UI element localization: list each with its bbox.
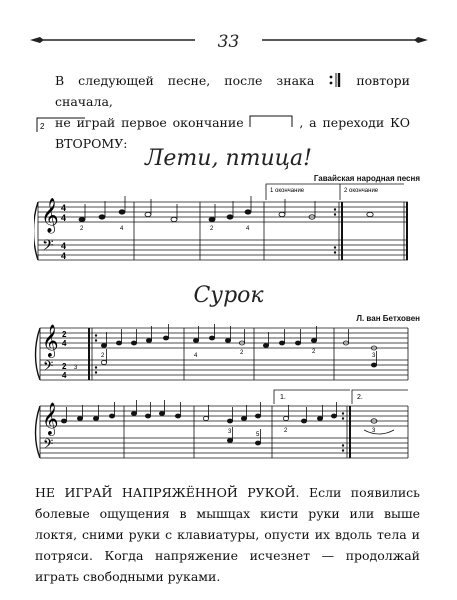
treble-clef-icon: 𝄞 [42,325,59,356]
time-signature-icon: 4 [61,241,67,251]
advice-paragraph: НЕ ИГРАЙ НАПРЯЖЁННОЙ РУКОЙ. Если появились болевые ощущения в мышцах кисти руки или выше локтя, сними руки с клавиатуры, опусти их вдоль тела и потряси. Когда напряжение исчезнет — продолжай играть свободными руками. [35,485,420,584]
repeat-sign-icon [328,72,342,86]
treble-clef-icon: 𝄞 [41,199,59,232]
time-signature-icon: 4 [62,371,67,380]
fingering: 5 [256,432,260,438]
score-song-1 [34,180,414,280]
fingering: 4 [246,226,250,232]
notes [101,324,376,367]
brace-icon [36,328,41,380]
time-signature-icon: 4 [61,251,67,261]
fingering: 4 [120,226,124,232]
time-signature-icon: 4 [61,203,67,213]
song-title: Лети, птица! [145,146,312,171]
time-signature-icon: 2 [62,330,67,339]
fingering: 3 [372,353,376,359]
slur-icon [364,430,394,434]
treble-clef-icon: 𝄞 [42,403,59,434]
song-credit: Гавайская народная песня [313,174,420,183]
intro-text: В следующей песне, после знака [55,73,315,88]
score-song-2 [34,320,414,470]
bar-lines [40,406,408,458]
fingering: 2 [284,428,288,434]
fingering: 4 [194,353,198,359]
fingering: 2 [80,226,84,232]
bass-staff [38,240,408,260]
page-number: 33 [217,32,240,52]
ending-brackets [274,390,408,404]
fingerings [80,226,250,232]
fingerings [228,428,376,438]
intro-paragraph [55,70,410,154]
treble-staff [40,328,408,348]
bass-staff [40,438,408,458]
intro-text: , а переходи КО ВТОРОМУ: [55,115,410,151]
fingering: 2 [210,226,214,232]
second-ending-bracket-icon [36,116,86,132]
song-title: Сурок [193,283,264,308]
bass-staff [40,360,408,380]
fingering: 2 [240,350,244,356]
ending-label: 1. [280,394,286,401]
notes [79,196,373,222]
intro-text: повтори сначала, [55,73,410,109]
bar-lines [38,202,407,260]
brace-icon [36,406,41,458]
time-signature-icon: 2 [62,362,67,371]
brace-icon [34,202,38,260]
fingering: 2 [101,353,105,359]
time-signature-icon: 4 [61,213,67,223]
time-signature-icon: 4 [62,339,67,348]
bass-clef-icon: 𝄢 [43,360,54,377]
ending-brackets [266,184,404,200]
fingering: 3 [372,428,376,434]
ending-label: 2. [357,394,363,401]
song-credit: Л. ван Бетховен [356,314,420,323]
treble-staff [38,202,408,222]
treble-staff [40,406,408,426]
fingering: 3 [74,365,78,371]
fingering: 3 [228,429,232,435]
first-ending-bracket-icon [249,112,293,124]
intro-text: не играй первое окончание [55,115,244,130]
ending-number: 2 [40,122,45,131]
bass-clef-icon: 𝄢 [43,438,54,455]
ending-label: 1 окончание [270,188,305,194]
intro-line-1 [55,70,410,112]
ending-label: 2 окончание [344,188,379,194]
fingering: 2 [312,349,316,355]
bass-clef-icon: 𝄢 [42,237,54,257]
